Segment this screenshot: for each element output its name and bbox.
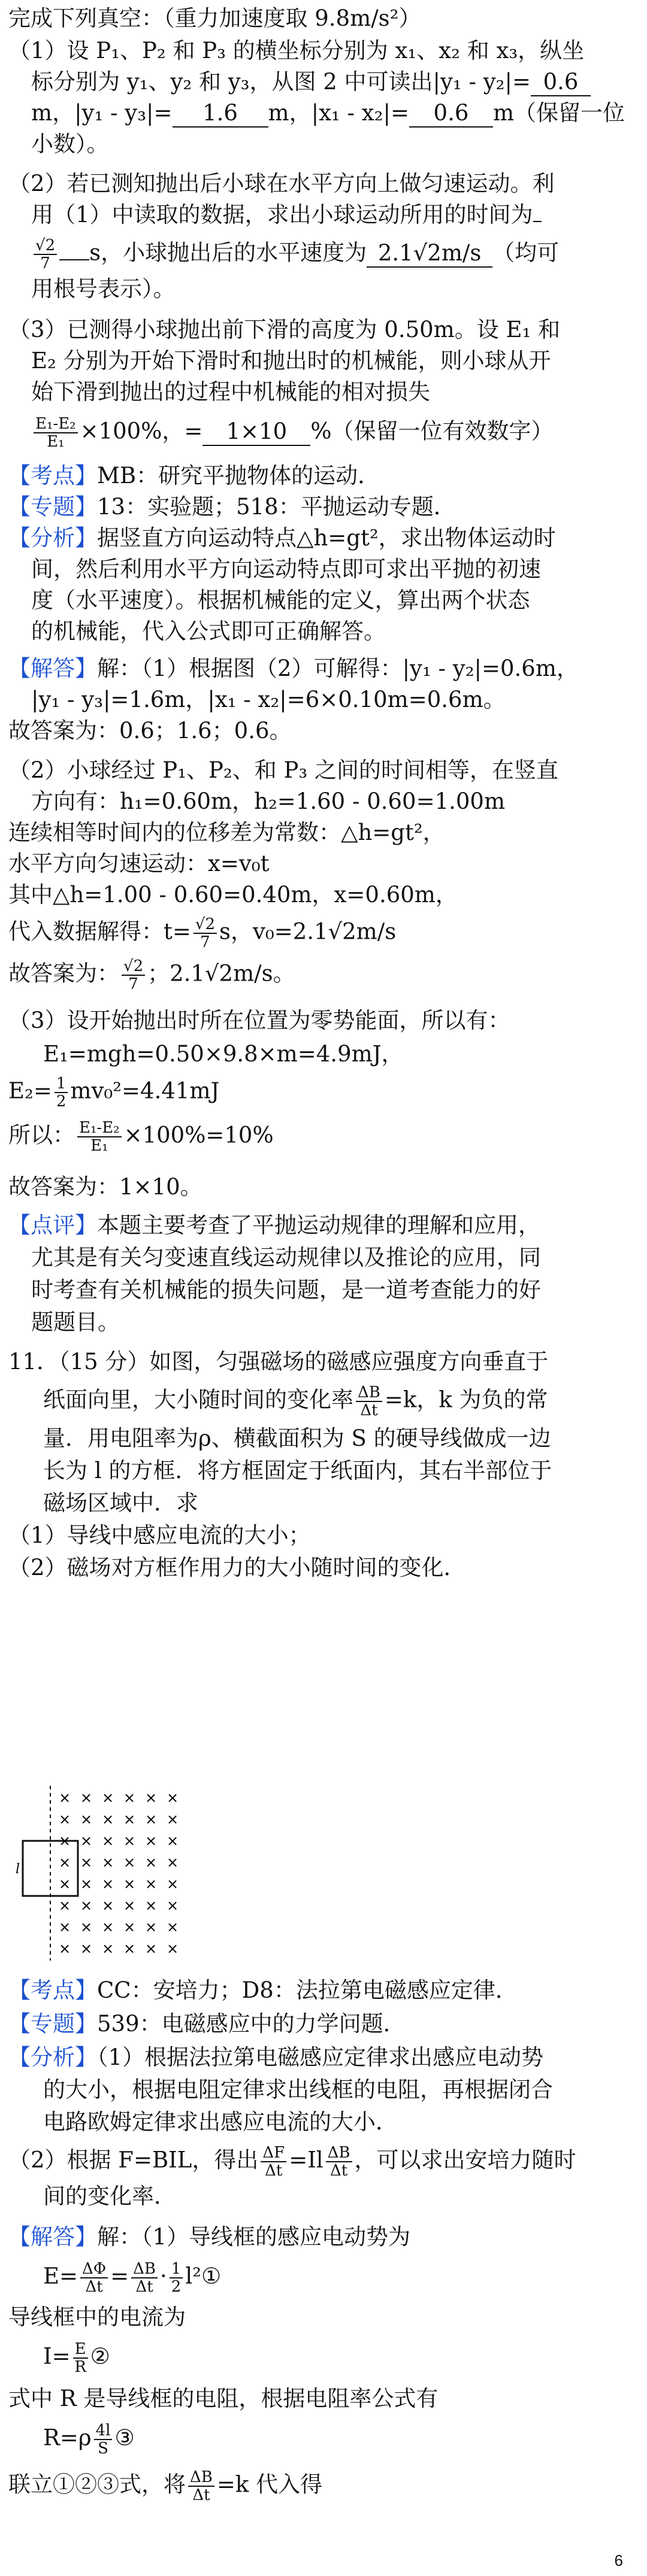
field-x-mark: ×: [59, 1876, 71, 1892]
kaodian-11: 【考点】CC：安培力；D8：法拉第电磁感应定律．: [8, 1977, 518, 2003]
field-x-marks: [59, 1789, 179, 1957]
field-x-mark: ×: [123, 1789, 136, 1806]
q11-line2: 纸面向里，大小随时间的变化率 $\frac{\Delta B}{\Delta t}$ =k，k 为负的常: [43, 1383, 548, 1419]
solution-10-line14: 所以： $\frac{\text{E₁-E₂}}{\text{E₁}}$ ×100%=10%: [8, 1119, 274, 1155]
field-x-mark: ×: [102, 1789, 114, 1806]
fenxi-10-line4: 的机械能，代入公式即可正确解答。: [31, 618, 386, 644]
solution-10-line5: 方向有：h₁=0.60m，h₂=1.60 - 0.60=1.00m: [31, 788, 506, 814]
field-x-mark: ×: [145, 1876, 158, 1892]
field-x-mark: ×: [167, 1876, 179, 1892]
q10-part3-line3: 始下滑到抛出的过程中机械能的相对损失: [31, 379, 430, 405]
q11-line3: 量．用电阻率为ρ、横截面积为 S 的硬导线做成一边: [43, 1425, 551, 1451]
field-x-mark: ×: [167, 1832, 179, 1849]
field-x-mark: ×: [102, 1919, 114, 1935]
fraction-energy: $\frac{\text{E₁-E₂}}{\text{E₁}}$: [34, 415, 78, 450]
field-x-mark: ×: [123, 1832, 136, 1849]
field-x-mark: ×: [123, 1854, 136, 1871]
resistance-text: 式中 R 是导线框的电阻，根据电阻率公式有: [8, 2386, 439, 2411]
dianping-10-line4: 题题目。: [31, 1309, 120, 1335]
field-x-mark: ×: [59, 1832, 71, 1849]
dianping-10: 【点评】本题主要考查了平抛运动规律的理解和应用，: [8, 1212, 540, 1238]
field-x-mark: ×: [102, 1854, 114, 1871]
q11-line5: 磁场区域中．求: [43, 1490, 198, 1516]
answer-blank-06a: 0.6: [531, 69, 591, 96]
q10-part2-line4: 用根号表示）。: [31, 276, 176, 302]
field-x-mark: ×: [145, 1789, 158, 1806]
q10-part3-line4: $\frac{\text{E₁-E₂}}{\text{E₁}}$ ×100%，= 1×10 %（保留一位有效数字）: [31, 415, 554, 450]
solution-10-line12: E₁=mgh=0.50×9.8×m=4.9mJ，: [43, 1041, 404, 1067]
field-x-mark: ×: [123, 1811, 136, 1828]
solution-10-line11: （3）设开始抛出时所在位置为零势能面，所以有：: [8, 1008, 510, 1033]
side-length-label: l: [16, 1862, 20, 1877]
jieda-10-line2: |y₁ - y₃|=1.6m，|x₁ - x₂|=6×0.10m=0.6m。: [31, 687, 506, 712]
solution-10-line4: （2）小球经过 P₁、P₂、和 P₃ 之间的时间相等，在竖直: [8, 757, 559, 783]
fenxi-10-line3: 度（水平速度）。根据机械能的定义，算出两个状态: [31, 587, 530, 613]
field-x-mark: ×: [145, 1940, 158, 1957]
field-x-mark: ×: [145, 1897, 158, 1914]
emf-equation: E= $\frac{\Delta\Phi}{\Delta t}$ = $\frac{\Delta B}{\Delta t}$ · $\frac{1}{2}$ l²①: [43, 2260, 222, 2296]
field-x-mark: ×: [80, 1811, 93, 1828]
fenxi-11-line3: 电路欧姆定律求出感应电流的大小．: [43, 2109, 398, 2135]
field-x-mark: ×: [167, 1897, 179, 1914]
answer-blank-06b: 0.6: [409, 100, 493, 128]
q11-question2: （2）磁场对方框作用力的大小随时间的变化．: [8, 1555, 466, 1580]
field-x-mark: ×: [80, 1876, 93, 1892]
current-text: 导线框中的电流为: [8, 2304, 186, 2330]
answer-blank-16: 1.6: [173, 100, 268, 128]
solution-10-line6: 连续相等时间内的位移差为常数：△h=gt²，: [8, 820, 445, 845]
kaodian-10: 【考点】MB：研究平抛物体的运动．: [8, 463, 380, 489]
field-x-mark: ×: [80, 1789, 93, 1806]
q10-part2-line3: $\frac{√2}{7}$ s，小球抛出后的水平速度为 2.1√2m/s （均可: [31, 237, 559, 272]
q10-part3-line2: E₂ 分别为开始下滑时和抛出时的机械能，则小球从开: [31, 348, 551, 374]
field-x-mark: ×: [167, 1854, 179, 1871]
fenxi-11-line4: （2）根据 F=BIL，得出 $\frac{\Delta F}{\Delta t}$ =Il $\frac{\Delta B}{\Delta t}$ ，可以求出安培力随时: [8, 2144, 576, 2180]
q10-part2-line1: （2）若已测知抛出后小球在水平方向上做匀速运动。利: [8, 171, 555, 196]
answer-blank-velocity: 2.1√2m/s: [367, 240, 492, 268]
fenxi-11: 【分析】（1）根据法拉第电磁感应定律求出感应电动势: [8, 2044, 544, 2070]
solution-10-line15: 故答案为：1×10。: [8, 1174, 202, 1200]
zhuanti-11: 【专题】539：电磁感应中的力学问题．: [8, 2011, 406, 2037]
fenxi-10: 【分析】据竖直方向运动特点△h=gt²，求出物体运动时: [8, 525, 556, 551]
dianping-10-line3: 时考查有关机械能的损失问题，是一道考查能力的好: [31, 1277, 541, 1303]
solution-10-line9: 代入数据解得：t= $\frac{√2}{7}$ s，v₀=2.1√2m/s: [8, 915, 397, 951]
field-x-mark: ×: [167, 1789, 179, 1806]
q10-part1-line4: 小数）。: [31, 131, 109, 157]
answer-blank-loss: 1×10: [202, 418, 310, 446]
field-x-mark: ×: [80, 1919, 93, 1935]
jieda-10: 【解答】解：（1）根据图（2）可解得：|y₁ - y₂|=0.6m，: [8, 656, 579, 681]
field-x-mark: ×: [123, 1897, 136, 1914]
dianping-10-line2: 尤其是有关匀变速直线运动规律以及推论的应用，同: [31, 1245, 541, 1270]
field-x-mark: ×: [145, 1832, 158, 1849]
field-x-mark: ×: [59, 1789, 71, 1806]
field-x-mark: ×: [102, 1811, 114, 1828]
solution-10-line13: E₂= $\frac{1}{2}$ mv₀²=4.41mJ: [8, 1075, 220, 1110]
field-x-mark: ×: [167, 1919, 179, 1935]
current-equation: I= $\frac{E}{R}$ ②: [43, 2340, 110, 2376]
field-x-mark: ×: [102, 1876, 114, 1892]
field-x-mark: ×: [145, 1854, 158, 1871]
field-x-mark: ×: [59, 1811, 71, 1828]
solution-10-line3: 故答案为：0.6；1.6；0.6。: [8, 718, 292, 744]
q11-line1: 11．（15 分）如图，匀强磁场的磁感应强度方向垂直于: [8, 1349, 549, 1375]
q11-line4: 长为 l 的方框．将方框固定于纸面内，其右半部位于: [43, 1458, 552, 1483]
field-x-mark: ×: [80, 1832, 93, 1849]
fenxi-11-line5: 间的变化率．: [43, 2183, 176, 2209]
field-x-mark: ×: [59, 1897, 71, 1914]
field-x-mark: ×: [167, 1811, 179, 1828]
final-line: 联立①②③式，将 $\frac{\Delta B}{\Delta t}$ =k 代入得: [8, 2468, 323, 2504]
q10-part2-line2: 用（1）中读取的数据，求出小球运动所用的时间为: [31, 200, 542, 230]
field-x-mark: ×: [80, 1897, 93, 1914]
zhuanti-10: 【专题】13：实验题；518：平抛运动专题．: [8, 494, 456, 520]
q10-part1-line2: 标分别为 y₁、y₂ 和 y₃，从图 2 中可读出|y₁ - y₂|= 0.6: [31, 67, 591, 97]
solution-10-line10: 故答案为： $\frac{√2}{7}$ ；2.1√2m/s。: [8, 957, 295, 993]
jieda-11: 【解答】解：（1）导线框的感应电动势为: [8, 2224, 411, 2250]
fenxi-10-line2: 间，然后利用水平方向运动特点即可求出平抛的初速: [31, 556, 541, 582]
field-x-mark: ×: [102, 1940, 114, 1957]
field-x-mark: ×: [59, 1940, 71, 1957]
q10-part1-line3: m，|y₁ - y₃|= 1.6 m，|x₁ - x₂|= 0.6 m（保留一位: [31, 98, 625, 128]
q10-part3-line1: （3）已测得小球抛出前下滑的高度为 0.50m。设 E₁ 和: [8, 317, 561, 342]
field-x-mark: ×: [167, 1940, 179, 1957]
field-x-mark: ×: [80, 1940, 93, 1957]
field-x-mark: ×: [123, 1876, 136, 1892]
fraction-time: $\frac{√2}{7}$: [34, 237, 57, 272]
fenxi-11-line2: 的大小，根据电阻定律求出线框的电阻，再根据闭合: [43, 2077, 553, 2102]
q11-question1: （1）导线中感应电流的大小；: [8, 1522, 311, 1548]
field-x-mark: ×: [102, 1832, 114, 1849]
resistance-equation: R=ρ $\frac{4l}{S}$ ③: [43, 2422, 135, 2457]
q10-part1-line1: （1）设 P₁、P₂ 和 P₃ 的横坐标分别为 x₁、x₂ 和 x₃，纵坐: [8, 38, 585, 63]
solution-10-line8: 其中△h=1.00 - 0.60=0.40m，x=0.60m，: [8, 882, 458, 908]
field-x-mark: ×: [102, 1897, 114, 1914]
field-x-mark: ×: [59, 1854, 71, 1871]
field-x-mark: ×: [145, 1811, 158, 1828]
field-x-mark: ×: [123, 1940, 136, 1957]
q10-intro: 完成下列真空：（重力加速度取 9.8m/s²）: [8, 5, 421, 31]
field-x-mark: ×: [59, 1919, 71, 1935]
magnetic-field-figure: [12, 1781, 216, 1973]
field-x-mark: ×: [145, 1919, 158, 1935]
field-x-mark: ×: [80, 1854, 93, 1871]
solution-10-line7: 水平方向匀速运动：x=v₀t: [8, 851, 270, 876]
page-number: 6: [614, 2551, 623, 2569]
field-x-mark: ×: [123, 1919, 136, 1935]
